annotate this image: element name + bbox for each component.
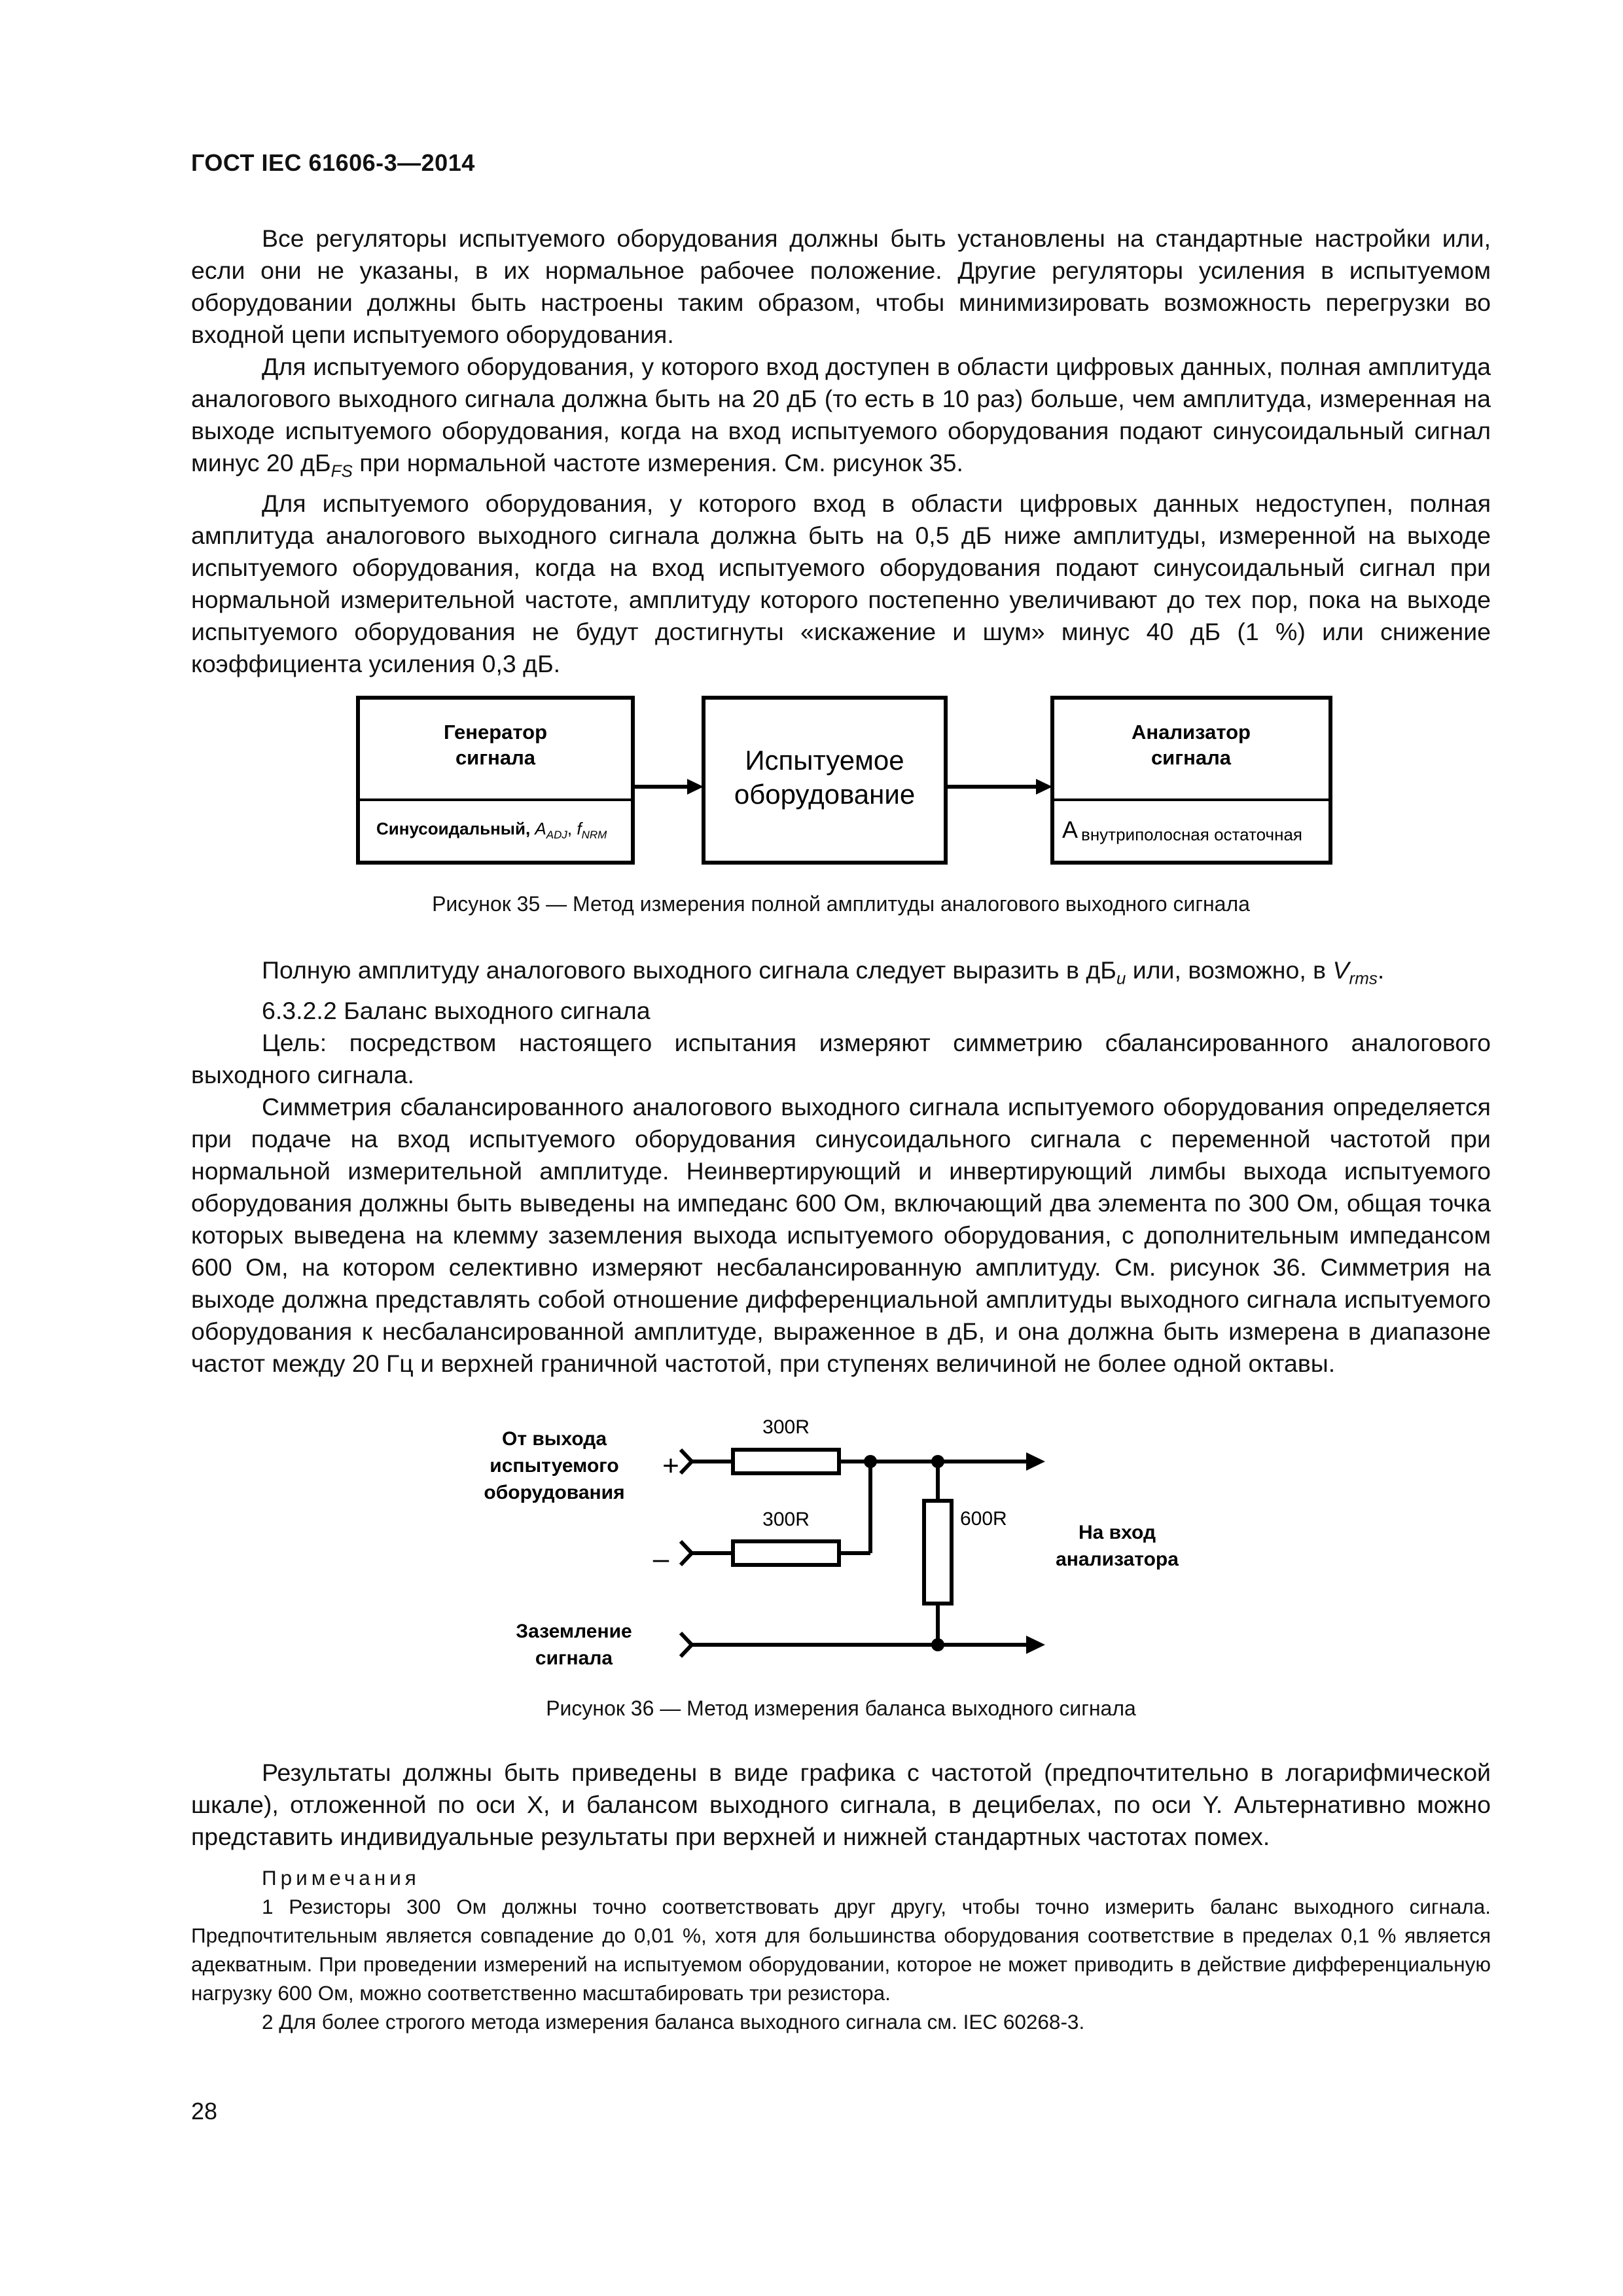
junction-dot [931, 1638, 944, 1651]
svg-text:От выхода: От выхода [501, 1428, 607, 1450]
svg-text:На вход: На вход [1078, 1522, 1156, 1543]
resistor-600r [924, 1501, 952, 1604]
svg-text:600R: 600R [960, 1508, 1007, 1530]
note-item: 2 Для более строгого метода измерения баланса выходного сигнала см. IEC 60268-3. [262, 2010, 1085, 2034]
svg-text:300R: 300R [762, 1509, 810, 1530]
svg-text:оборудования: оборудования [484, 1482, 625, 1503]
svg-text:300R: 300R [762, 1416, 810, 1438]
svg-text:Испытуемое: Испытуемое [745, 745, 904, 776]
junction-dot [931, 1455, 944, 1468]
svg-text:Анализатор: Анализатор [1132, 721, 1251, 744]
notes-block [191, 1863, 1491, 2036]
svg-text:сигнала: сигнала [455, 746, 536, 769]
resistor-300r-top [733, 1450, 839, 1473]
svg-text:сигнала: сигнала [535, 1647, 613, 1669]
paragraph: Цель: посредством настоящего испытания измеряют симметрию сбалансированного аналогового выходного сигнала. [191, 1028, 1491, 1088]
svg-text:Заземление: Заземление [516, 1621, 632, 1642]
section-title: 6.3.2.2 Баланс выходного сигнала [262, 996, 651, 1024]
svg-text:анализатора: анализатора [1056, 1549, 1179, 1570]
arrow-head [1026, 1452, 1045, 1471]
paragraph: Все регуляторы испытуемого оборудования должны быть установлены на стандартные настройки или, если они не указаны, в их нормальное рабочее положение. Другие регуляторы усиления в испытуемом оборудовании должны быть настроены таким образом, чтобы минимизировать возможность перегрузки во входной цепи испытуемого оборудования. [191, 224, 1491, 348]
paragraph: Для испытуемого оборудования, у которого вход в области цифровых данных недоступен, полная амплитуда аналогового выходного сигнала должна быть на 0,5 дБ ниже амплитуды, измеренной на выходе испытуемого оборудования, когда на вход испытуемого оборудования подают синусоидальный сигнал при нормальной измерительной частоте, амплитуду которого постепенно увеличивают до тех пор, пока на выходе испытуемого оборудования не будут достигнуты «искажение и шум» минус 40 дБ (1 %) или снижение коэффициента усиления 0,3 дБ. [191, 489, 1491, 677]
svg-text:+: + [662, 1450, 679, 1482]
terminal-minus [681, 1541, 692, 1565]
notes-title: Примечания [262, 1866, 420, 1890]
paragraph: Симметрия сбалансированного аналогового выходного сигнала испытуемого оборудования определяется при подаче на вход испытуемого оборудования синусоидального сигнала с переменной частотой при нормальной измерительной амплитуде. Неинвертирующий и инвертирующий лимбы выхода испытуемого оборудования должны быть выведены на импеданс 600 Ом, включающий два элемента по 300 Ом, общая точка которых выведена на клемму заземления выхода испытуемого оборудования, с дополнительным импедансом 600 Ом, на котором селективно измеряют несбалансированную амплитуду. См. рисунок 36. Симметрия на выходе должна представлять собой отношение дифференциальной амплитуды выходного сигнала испытуемого оборудования к несбалансированной амплитуде, выраженное в дБ, и она должна быть измерена в диапазоне частот между 20 Гц и верхней граничной частотой, при ступенях величиной не более одной октавы. [191, 1092, 1491, 1377]
paragraph: Результаты должны быть приведены в виде графика с частотой (предпочтительно в логарифмической шкале), отложенной по оси X, и балансом выходного сигнала, в децибелах, по оси Y. Альтернативно можно представить индивидуальные результаты при верхней и нижней стандартных частотах помех. [191, 1759, 1491, 1850]
svg-text:A: A [1062, 816, 1079, 843]
terminal-plus [681, 1450, 692, 1473]
svg-text:сигнала: сигнала [1150, 746, 1232, 769]
figure-35-caption: Рисунок 35 — Метод измерения полной амплитуды аналогового выходного сигнала [432, 892, 1250, 916]
svg-text:–: – [652, 1543, 669, 1575]
svg-text:оборудование: оборудование [734, 779, 916, 810]
note-item: 1 Резисторы 300 Ом должны точно соответствовать друг другу, чтобы точно измерить баланс выходного сигнала. Предпочтительным является совпадение до 0,01 %, хотя для большинства оборудования соответствие в пределах 0,1 % является адекватным. При проведении измерений на испытуемом оборудовании, которое не может приводить в действие дифференциальную нагрузку 600 Ом, можно соответственно масштабировать три резистора. [191, 1895, 1491, 2005]
svg-text:внутриполосная остаточная: внутриполосная остаточная [1081, 825, 1302, 844]
terminal-ground [681, 1633, 692, 1657]
svg-text:испытуемого: испытуемого [490, 1455, 619, 1477]
paragraph: Полную амплитуду аналогового выходного сигнала следует выразить в $дБ_u$ или, возможно, в $V_{rms}$. [262, 956, 1385, 988]
resistor-300r-bottom [733, 1541, 839, 1565]
results-text-block [191, 1757, 1491, 1853]
arrow-head [1026, 1636, 1045, 1654]
standard-header: ГОСТ IEC 61606-3—2014 [191, 149, 475, 176]
svg-text:Синусоидальный, AADJ, fNRM: Синусоидальный, $A_{ADJ}$, $f_{NRM}$ [376, 819, 607, 841]
junction-dot [864, 1455, 877, 1468]
page-number: 28 [191, 2098, 218, 2125]
paragraph: Для испытуемого оборудования, у которого вход доступен в области цифровых данных, полная амплитуда аналогового выходного сигнала должна быть на 20 дБ (то есть в 10 раз) больше, чем амплитуда, измеренная на выходе испытуемого оборудования, когда на вход испытуемого оборудования подают синусоидальный сигнал минус 20 $дБ_{FS}$ при нормальной частоте измерения. См. рисунок 35. [191, 353, 1491, 481]
svg-text:Генератор: Генератор [443, 721, 548, 744]
figure-36-caption: Рисунок 36 — Метод измерения баланса выходного сигнала [546, 1696, 1136, 1720]
